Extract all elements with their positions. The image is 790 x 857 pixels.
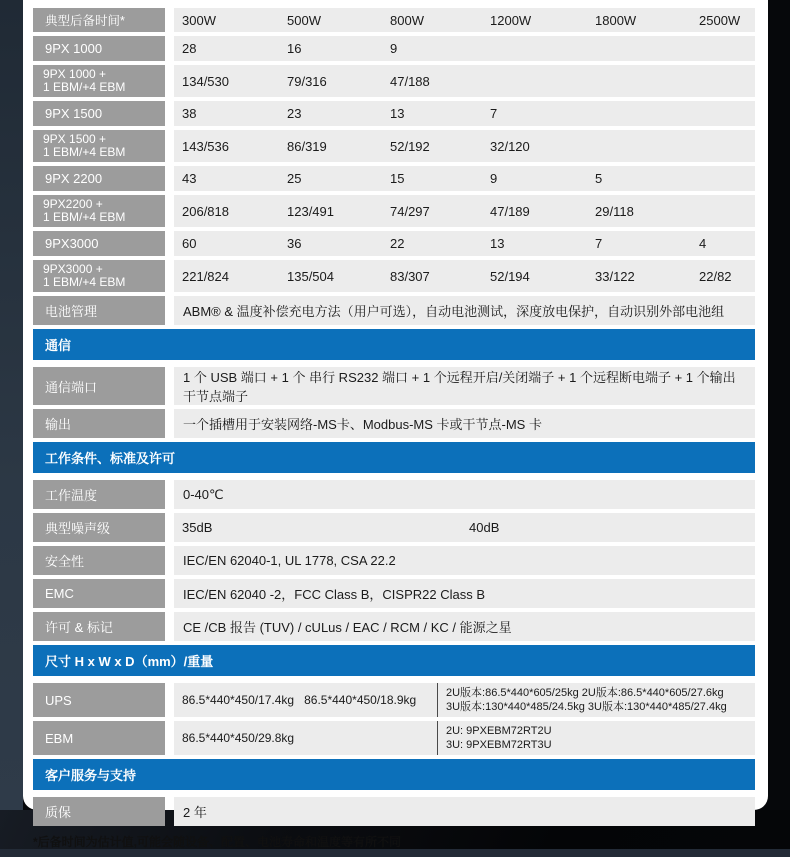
- value-cell: 86/319: [287, 138, 327, 154]
- column-header: 800W: [390, 12, 424, 28]
- row-label-line: 9PX3000 +: [43, 262, 103, 276]
- row-label: [33, 296, 165, 325]
- bottom-edge-strip: [0, 849, 790, 857]
- value-right: 40dB: [469, 520, 500, 535]
- row-label-line: 9PX 2200: [45, 171, 103, 186]
- value-cell: 7: [490, 106, 498, 121]
- value-cell: 206/818: [182, 203, 229, 219]
- row-label: [33, 409, 165, 438]
- value-text: CE /CB 报告 (TUV) / cULus / EAC / RCM / KC / 能源之星: [183, 620, 512, 635]
- row-label: [33, 612, 165, 641]
- row-label-line: 9PX3000: [45, 236, 99, 251]
- row-label-line: 许可 & 标记: [45, 620, 113, 635]
- value-text: 一个插槽用于安装网络-MS卡、Modbus-MS 卡或干节点-MS 卡: [183, 417, 542, 432]
- variant-line: 2U版本:86.5*440*605/25kg 2U版本:86.5*440*605/27.6kg: [446, 687, 724, 699]
- row-values: [174, 409, 755, 438]
- row-label-line: 9PX 1500 +: [43, 132, 107, 146]
- row-label-line: 典型后备时间*: [45, 14, 125, 28]
- table-row: [33, 231, 755, 256]
- table-row: [33, 260, 755, 292]
- row-values: [174, 231, 755, 256]
- row-label: [33, 683, 165, 717]
- table-row: [33, 36, 755, 61]
- row-values: [174, 65, 755, 97]
- value-cell: 4: [699, 236, 707, 251]
- table-row: [33, 65, 755, 97]
- row-label-line: 安全性: [45, 554, 85, 569]
- row-label: [33, 195, 165, 227]
- table-row: [33, 480, 755, 509]
- value-text: 2 年: [183, 805, 207, 820]
- table-row: [33, 195, 755, 227]
- value-cell: 29/118: [595, 203, 634, 219]
- variant-details: [437, 721, 755, 755]
- value-cell: 52/194: [490, 268, 530, 284]
- row-label-line: EMC: [45, 586, 74, 601]
- variant-line: 3U版本:130*440*485/24.5kg 3U版本:130*440*485/27.4kg: [446, 701, 727, 713]
- value-cell: 16: [287, 41, 302, 56]
- row-label: [33, 8, 165, 32]
- value-text: IEC/EN 62040 -2，FCC Class B，CISPR22 Class B: [183, 587, 485, 602]
- column-header: 300W: [182, 12, 216, 28]
- table-row: [33, 409, 755, 438]
- value-cell: 28: [182, 41, 197, 56]
- row-values: [174, 101, 755, 126]
- row-label-line: 1 EBM/+4 EBM: [43, 275, 126, 289]
- section-header: 工作条件、标准及许可: [33, 442, 755, 473]
- value-cell: 13: [490, 236, 505, 251]
- row-label: [33, 480, 165, 509]
- row-label: [33, 65, 165, 97]
- value-text: IEC/EN 62040-1, UL 1778, CSA 22.2: [183, 553, 396, 568]
- value-cell: 143/536: [182, 138, 229, 154]
- row-label: [33, 367, 165, 405]
- row-label: [33, 36, 165, 61]
- table-row: [33, 797, 755, 826]
- variant-details: [437, 683, 755, 717]
- value-cell: 22/82: [699, 268, 732, 284]
- row-label: [33, 260, 165, 292]
- row-values: [174, 612, 755, 641]
- row-label-line: 9PX2200 +: [43, 197, 103, 211]
- left-edge-decoration: [0, 0, 23, 810]
- table-row: [33, 367, 755, 405]
- value-cell: 32/120: [490, 138, 530, 154]
- value-cell: 7: [595, 236, 603, 251]
- value-cell: 74/297: [390, 203, 430, 219]
- value-cell: 43: [182, 171, 197, 186]
- row-values: [174, 130, 755, 162]
- row-label: [33, 231, 165, 256]
- table-row: [33, 513, 755, 542]
- footnote-text: *后备时间为估计值,可能会随设备、配置、电池寿命和温度等有所不同: [33, 835, 402, 849]
- column-header: 1200W: [490, 12, 532, 28]
- spec-sheet-card: [23, 0, 768, 849]
- value-cell: 13: [390, 106, 405, 121]
- value-cell: 9: [390, 41, 398, 56]
- row-label-line: 通信端口: [45, 379, 98, 395]
- table-row: [33, 296, 755, 325]
- row-label: [33, 721, 165, 755]
- column-header: 500W: [287, 12, 321, 28]
- value-cell: 9: [490, 171, 498, 186]
- row-label-line: 工作温度: [45, 488, 98, 503]
- column-header: 2500W: [699, 12, 741, 28]
- row-label: [33, 513, 165, 542]
- value-cell: 36: [287, 236, 302, 251]
- table-row: [33, 8, 755, 32]
- value-text: ABM® & 温度补偿充电方法（用户可选），自动电池测试，深度放电保护，自动识别外部电池组: [183, 304, 725, 319]
- row-label-line: EBM: [45, 730, 74, 746]
- row-label: [33, 546, 165, 575]
- row-values: [174, 480, 755, 509]
- table-row: [33, 721, 755, 755]
- row-label-line: 9PX 1500: [45, 106, 103, 121]
- table-row: [33, 683, 755, 717]
- table-row: [33, 101, 755, 126]
- row-label: [33, 130, 165, 162]
- table-row: [33, 612, 755, 641]
- row-label-line: 输出: [45, 417, 72, 432]
- value-cell: 123/491: [287, 203, 334, 219]
- table-row: [33, 546, 755, 575]
- value-cell: 25: [287, 171, 302, 186]
- value-cell: 47/188: [390, 73, 430, 89]
- value-cell: 15: [390, 171, 405, 186]
- value-cell: 79/316: [287, 73, 327, 89]
- row-values: [174, 797, 755, 826]
- table-row: [33, 166, 755, 191]
- value-cell: 52/192: [390, 138, 430, 154]
- table-row: [33, 579, 755, 608]
- value-cell: 23: [287, 106, 302, 121]
- row-label-line: 1 EBM/+4 EBM: [43, 145, 126, 159]
- row-label-line: 质保: [45, 805, 72, 820]
- value-left: 35dB: [182, 520, 213, 535]
- row-values: [174, 513, 755, 542]
- row-label: [33, 166, 165, 191]
- row-label: [33, 797, 165, 826]
- section-header: 通信: [33, 329, 755, 360]
- value-cell: 83/307: [390, 268, 430, 284]
- row-values: [174, 195, 755, 227]
- value-cell: 5: [595, 171, 603, 186]
- value-cell: 22: [390, 236, 405, 251]
- spec-table: [33, 8, 755, 850]
- row-label-line: 电池管理: [45, 304, 98, 319]
- value-cell: 38: [182, 106, 197, 121]
- value-text: 0-40℃: [183, 486, 224, 502]
- value-cell: 221/824: [182, 268, 229, 284]
- row-values: [174, 367, 755, 405]
- value-text: 1 个 USB 端口 + 1 个 串行 RS232 端口 + 1 个远程开启/关闭端子 + 1 个远程断电端子 + 1 个输出干节点端子: [183, 370, 736, 404]
- row-label-line: 9PX 1000 +: [43, 67, 107, 81]
- value-cell: 135/504: [287, 268, 334, 284]
- dimensions-text: 86.5*440*450/17.4kg 86.5*440*450/18.9kg: [182, 693, 417, 707]
- row-label-line: UPS: [45, 692, 72, 708]
- value-cell: 47/189: [490, 203, 530, 219]
- variant-line: 2U: 9PXEBM72RT2U: [446, 725, 552, 737]
- row-values: [174, 166, 755, 191]
- row-label-line: 9PX 1000: [45, 41, 103, 56]
- row-values: [174, 296, 755, 325]
- variant-line: 3U: 9PXEBM72RT3U: [446, 739, 552, 751]
- row-values: [174, 546, 755, 575]
- row-label: [33, 101, 165, 126]
- section-header: 客户服务与支持: [33, 759, 755, 790]
- value-cell: 60: [182, 236, 197, 251]
- row-values: [174, 8, 755, 32]
- row-values: [174, 721, 755, 755]
- row-label-line: 1 EBM/+4 EBM: [43, 210, 126, 224]
- section-header: 尺寸 H x W x D（mm）/重量: [33, 645, 755, 676]
- dimensions-text: 86.5*440*450/29.8kg: [182, 731, 295, 745]
- row-values: [174, 36, 755, 61]
- row-values: [174, 260, 755, 292]
- value-cell: 33/122: [595, 268, 635, 284]
- row-values: [174, 683, 755, 717]
- table-row: [33, 130, 755, 162]
- column-header: 1800W: [595, 12, 637, 28]
- row-label-line: 1 EBM/+4 EBM: [43, 80, 126, 94]
- row-label: [33, 579, 165, 608]
- row-label-line: 典型噪声级: [45, 521, 111, 536]
- row-values: [174, 579, 755, 608]
- value-cell: 134/530: [182, 73, 229, 89]
